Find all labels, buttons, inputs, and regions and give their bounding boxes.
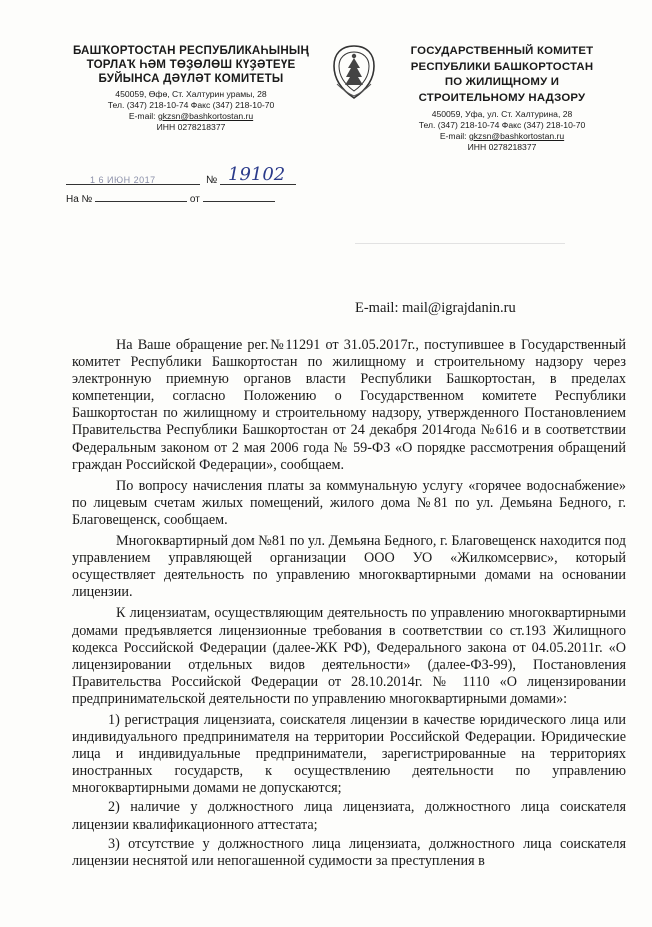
org-name-russian-line-2: РЕСПУБЛИКИ БАШКОРТОСТАН (410, 60, 594, 73)
paragraph-4: К лицензиатам, осуществляющим деятельность по управлению многоквартирными домами предъявляется лицензионные требования в соответствии со ст.193 Жилищного кодекса Российской Федерации (далее-ЖК РФ), Федерального закона от 04.05.2011г. «О лицензировании отдельных видов деятельности» (далее-ФЗ-99), Постановления Правительства Российской Федерации от 28.10.2014г. № 1110 «О лицензировании предпринимательской деятельности по управлению многоквартирными домами»: (72, 605, 626, 707)
in-reply-to-row (66, 192, 275, 205)
coat-of-arms-emblem (331, 44, 377, 100)
in-reply-label: На № (66, 194, 93, 205)
outgoing-registration-row (66, 164, 296, 194)
reply-number-line (95, 192, 187, 202)
email-link[interactable]: gkzsn@bashkortostan.ru (157, 111, 254, 121)
address-block-right (384, 109, 620, 153)
postal-address: 450059, Уфа, ул. Ст. Халтурина, 28 (431, 109, 573, 119)
email-line: E-mail: gkzsn@bashkortostan.ru (128, 111, 254, 121)
postal-address: 450059, Өфө, Ст. Халтурин урамы, 28 (115, 89, 267, 99)
org-name-bashkir-line-2: ТОРЛАҠ ҺӘМ ТӨҘӨЛӨШ КҮҘӘТЕҮЕ (86, 58, 296, 71)
org-name-bashkir-line-1: БАШҠОРТОСТАН РЕСПУБЛИКАҺЫНЫҢ (72, 44, 310, 57)
handwritten-number: 19102 (228, 164, 286, 185)
list-item-1: 1) регистрация лицензиата, соискателя лицензии в качестве юридического лица или индивидуального предпринимателя на территории Российской Федерации. Юридические лица и индивидуальные предприниматели, зарегистрированные на территориях иностранных государств, к осуществлению деятельности по управлению многоквартирными домами не допускаются; (72, 711, 626, 797)
address-block-left (60, 89, 322, 133)
inn: ИНН 0278218377 (467, 142, 537, 152)
org-name-russian-line-1: ГОСУДАРСТВЕННЫЙ КОМИТЕТ (410, 45, 594, 57)
list-item-3: 3) отсутствие у должностного лица лицензиата, должностного лица соискателя лицензии неснятой или непогашенной судимости за преступления в (72, 835, 626, 869)
list-item-2: 2) наличие у должностного лица лицензиата, должностного лица соискателя лицензии квалификационного аттестата; (72, 799, 626, 833)
email-line: E-mail: gkzsn@bashkortostan.ru (439, 131, 565, 141)
org-name-russian-line-3: ПО ЖИЛИЩНОМУ И (444, 76, 560, 88)
recipient-email: E-mail: mail@igrajdanin.ru (355, 300, 516, 316)
phone-fax: Тел. (347) 218-10-74 Факс (347) 218-10-70 (107, 100, 275, 110)
letterhead-left (60, 44, 322, 133)
paragraph-3: Многоквартирный дом №81 по ул. Демьяна Бедного, г. Благовещенск находится под управлением управляющей организации ООО УО «Жилкомсервис», который осуществляет деятельность по управлению многоквартирными домами на основании лицензии. (72, 533, 626, 601)
email-link[interactable]: gkzsn@bashkortostan.ru (468, 131, 565, 141)
org-name-russian-line-4: СТРОИТЕЛЬНОМУ НАДЗОРУ (418, 91, 586, 104)
date-stamp: 1 6 ИЮН 2017 (90, 175, 156, 185)
from-label: от (189, 194, 200, 205)
phone-fax: Тел. (347) 218-10-74 Факс (347) 218-10-70 (418, 120, 586, 130)
letterhead-right (384, 44, 620, 153)
number-sign: № (206, 174, 218, 186)
inn: ИНН 0278218377 (156, 122, 226, 132)
paragraph-1: На Ваше обращение рег.№11291 от 31.05.2017г., поступившее в Государственный комитет Республики Башкортостан по жилищному и строительному надзору через электронную приемную органов власти Республики Башкортостан, в пределах компетенции, согласно Положению о Государственном комитете Республики Башкортостан по жилищному и строительному надзору, утвержденного Постановлением Правительства Республики Башкортостан от 24 декабря 2014года №616 и в соответствии Федеральным законом от 2 мая 2006 года № 59-ФЗ «О порядке рассмотрения обращений граждан Российской Федерации», сообщаем. (72, 337, 626, 473)
paragraph-2: По вопросу начисления платы за коммунальную услугу «горячее водоснабжение» по лицевым счетам жилых помещений, жилого дома №81 по ул. Демьяна Бедного, г. Благовещенск, сообщаем. (72, 477, 626, 528)
faint-rule (355, 243, 565, 244)
reply-date-line (203, 192, 275, 202)
org-name-bashkir-line-3: БУЙЫНСА ДӘҮЛӘТ КОМИТЕТЫ (98, 72, 284, 85)
letter-body (72, 337, 626, 872)
